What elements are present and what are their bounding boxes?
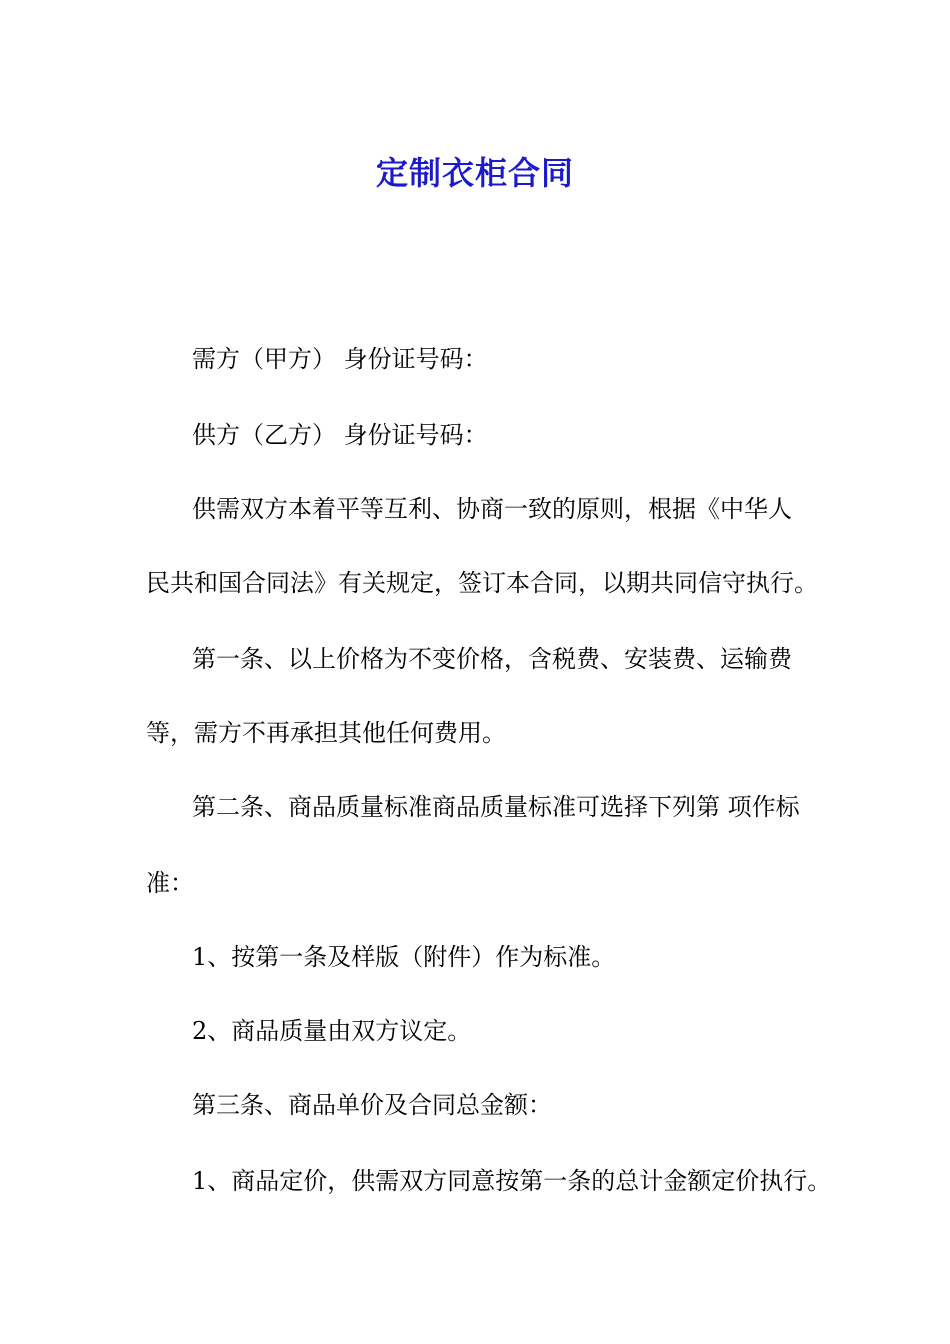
- document-title: 定制衣柜合同: [375, 154, 574, 193]
- article-1-line-2: 等，需方不再承担其他任何费用。: [146, 719, 506, 747]
- seller-line: 供方（乙方） 身份证号码：: [192, 421, 488, 449]
- article-3-item-1: 1、商品定价，供需双方同意按第一条的总计金额定价执行。: [192, 1167, 832, 1195]
- article-3-heading: 第三条、商品单价及合同总金额：: [192, 1091, 552, 1119]
- article-2-item-1: 1、按第一条及样版（附件）作为标准。: [192, 943, 616, 971]
- article-2-line-1: 第二条、商品质量标准商品质量标准可选择下列第 项作标: [192, 793, 800, 821]
- buyer-line: 需方（甲方） 身份证号码：: [192, 345, 488, 373]
- article-2-item-2: 2、商品质量由双方议定。: [192, 1017, 472, 1045]
- article-2-line-2: 准：: [146, 869, 194, 897]
- preamble-line-2: 民共和国合同法》有关规定，签订本合同，以期共同信守执行。: [146, 569, 818, 597]
- article-1-line-1: 第一条、以上价格为不变价格，含税费、安装费、运输费: [192, 645, 792, 673]
- preamble-line-1: 供需双方本着平等互利、协商一致的原则，根据《中华人: [192, 495, 792, 523]
